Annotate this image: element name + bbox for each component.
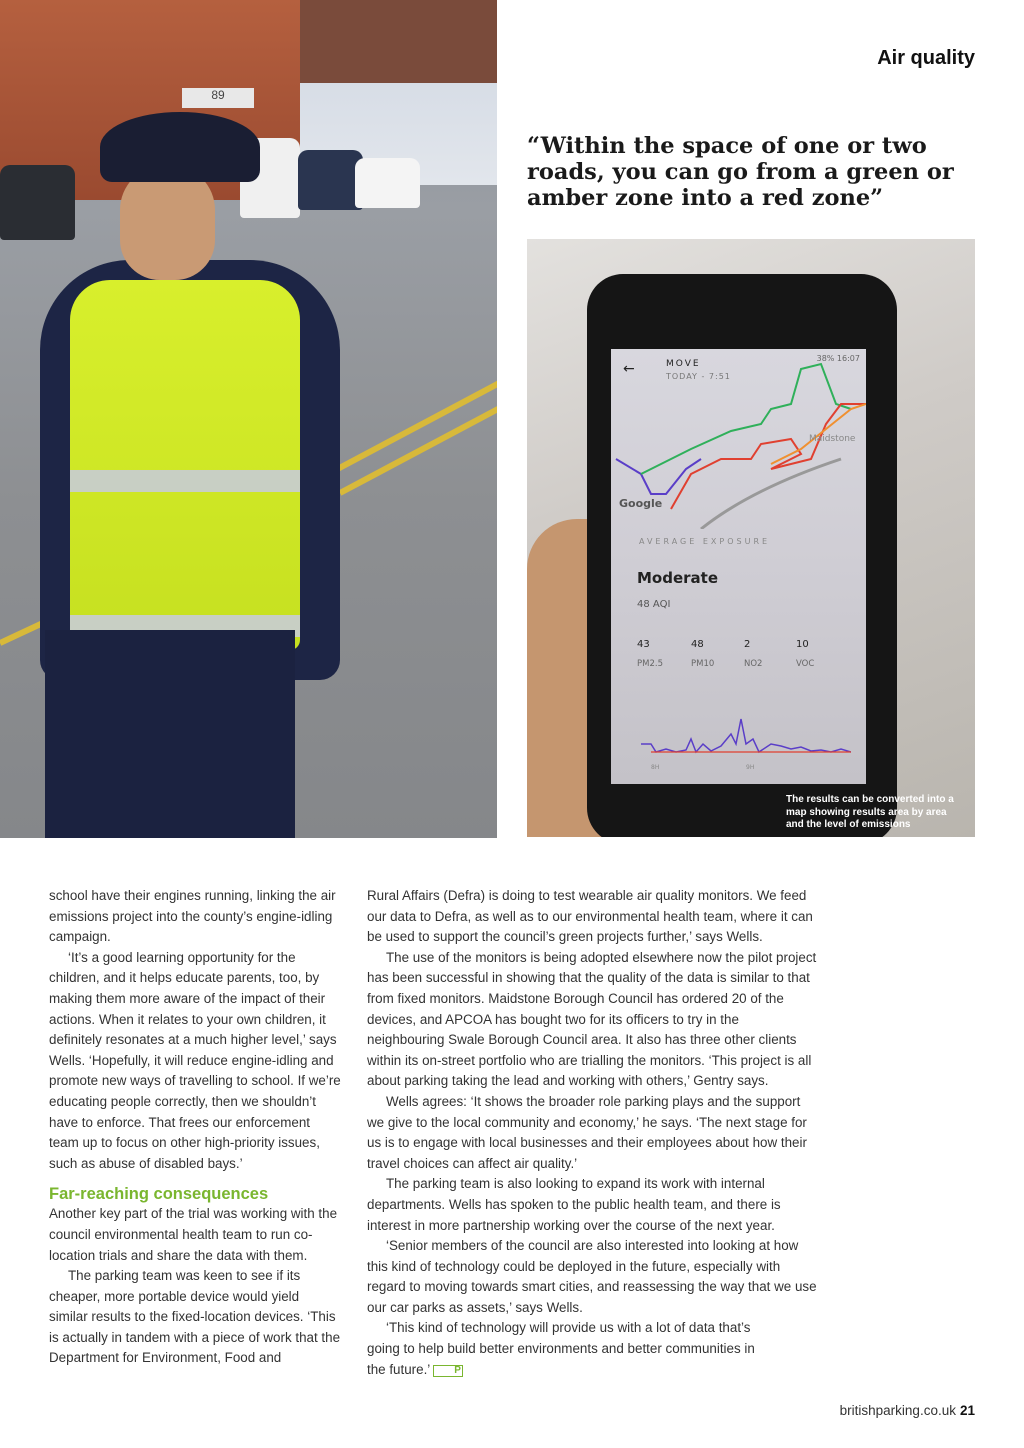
paragraph: school have their engines running, linking the air emissions project into the county’s engine-idling campaign. [49,888,336,945]
shop-number-sign: 89 [182,88,254,108]
page-number: 21 [959,1403,975,1418]
screen-subtitle: TODAY - 7:51 [666,372,731,381]
metric-label: PM10 [691,659,715,669]
paragraph: ‘Senior members of the council are also interested into looking at how this kind of technology could be deployed in the future, especially with regard to moving towards smart cities, and reassessing the way that we use our car parks as assets,’ says Wells. [367,1238,817,1315]
face [120,165,215,280]
metric-value: 48 [691,639,704,650]
axis-label: 9H [746,764,755,771]
aqi-value: 48 AQI [637,599,671,610]
paragraph: ‘It’s a good learning opportunity for the children, and it helps educate parents, too, by making them more aware of the impact of their actions. When it relates to your own children, it definitely resonates at a much higher level,’ says Wells. ‘Hopefully, it will reduce engine-idling and promote new ways of travelling to school. If we’re educating people correctly, then we shouldn’t have to enforce. That frees our enforcement team up to focus on other high-priority issues, such as abuse of disabled bays.’ [49,949,341,1171]
map-logo: Google [619,497,663,510]
paragraph [367,1318,767,1380]
paragraph: Wells agrees: ‘It shows the broader role parking plays and the support we give to the local community and economy,’ he says. ‘The next stage for us is to engage with local businesses and their employees about how their travel choices can affect air quality.’ [367,1093,807,1171]
screen-title: MOVE [666,359,701,369]
body-column-2 [367,886,819,1380]
metric-label: VOC [796,659,815,669]
paragraph-text: ‘This kind of technology will provide us with a lot of data that’s going to help build better environments and better communities in the future.’ [367,1320,755,1377]
metric-pm10 [691,639,741,669]
metric-value: 10 [796,639,809,650]
hi-vis-vest [70,280,300,650]
status-bar: 38% 16:07 [816,354,860,363]
paragraph: Rural Affairs (Defra) is doing to test wearable air quality monitors. We feed our data to Defra, as well as to our environmental health team, where it can be used to support the council’s green projects further,’ says Wells. [367,888,813,945]
metric-value: 43 [637,639,650,650]
end-mark-icon: P [433,1365,463,1377]
back-arrow-icon[interactable]: ← [623,361,635,377]
officer-photo [0,0,497,838]
metric-label: PM2.5 [637,659,663,669]
phone-screen [611,349,866,784]
cap [100,112,260,182]
road-marking [339,387,497,496]
section-title: Air quality [877,47,975,69]
pull-quote: “Within the space of one or two roads, you can go from a green or amber zone into a red zone” [527,133,954,211]
paragraph: The parking team is also looking to expand its work with internal departments. Wells has spoken to the public health team, and there is interest in more partnership working over the course of the next year. [367,1176,781,1233]
paragraph: Another key part of the trial was working with the council environmental health team to run co-location trials and share the data with them. [49,1206,338,1263]
metric-voc [796,639,846,669]
paragraph: The use of the monitors is being adopted elsewhere now the pilot project has been successful in showing that the quality of the data is similar to that from fixed monitors. Maidstone Borough Council has ordered 20 of the devices, and APCOA has bought two for its officers to try in the neighbouring Swale Borough Council area. It also has three other clients within its on-street portfolio who are trialling the monitors. ‘This project is all about parking taking the lead and working with others,’ Gentry says. [367,949,817,1089]
metric-no2 [744,639,794,669]
page-footer [840,1403,975,1418]
map-label: Maidstone [809,434,856,444]
exposure-sparkline [641,714,851,759]
trousers [45,630,295,838]
photo-caption: The results can be converted into a map showing results area by area and the level of emissions [786,794,954,830]
subheading: Far-reaching consequences [49,1185,269,1204]
vest-stripe [70,470,300,492]
axis-label: 8H [651,764,660,771]
car [355,158,420,208]
car [0,165,75,240]
paragraph: The parking team was keen to see if its cheaper, more portable device would yield similar results to the fixed-location devices. ‘This is actually in tandem with a piece of work that the Department for Environment, Food and [49,1268,341,1366]
body-column-1 [49,886,341,1369]
footer-site: britishparking.co.uk [839,1403,956,1418]
metric-value: 2 [744,639,751,650]
phone-photo [527,239,975,837]
car [298,150,363,210]
section-label: AVERAGE EXPOSURE [639,537,771,546]
metric-pm25 [637,639,687,669]
metric-label: NO2 [744,659,763,669]
rating: Moderate [637,569,719,587]
